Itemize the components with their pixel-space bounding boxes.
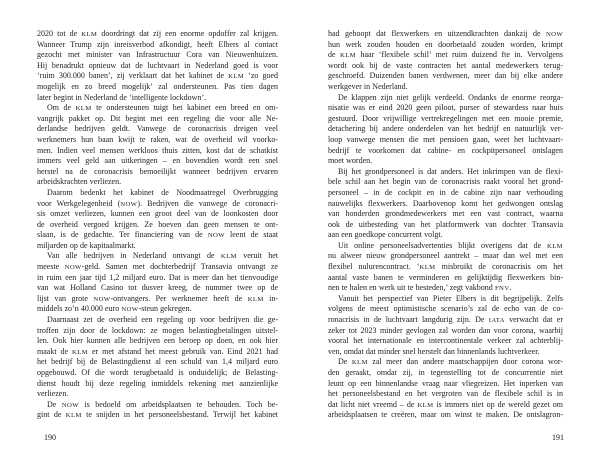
text-line: ook de uitbesteding van het platformwerk van dochter Transavia (328, 219, 563, 229)
text-line: flexibel nulurencontract. ‘KLM misbruikt de coronacrisis om het (328, 262, 563, 272)
smallcaps-acronym: KLM (417, 401, 434, 409)
text-line: de overheid vergoed krijgen. Ze hoeven dan geen mensen te ont- (37, 219, 278, 229)
text-line: Om de KLM te ondersteunen tuigt het kabinet een breed en om- (47, 103, 278, 113)
smallcaps-acronym: KLM (81, 31, 98, 38)
text-line: vangrijk pakket op. Dit begint met een regeling die voor alle Ne- (37, 113, 278, 123)
smallcaps-acronym: KLM (75, 105, 92, 113)
smallcaps-acronym: NOW (61, 401, 79, 409)
text-line: het personeelsbestand en het vergroten van de flexibele schil is in (328, 389, 563, 399)
text-line: opgebouwd. Of die wordt terugbetaald is onduidelijk; de Belasting- (37, 368, 278, 377)
paragraph (37, 29, 278, 103)
text-line: maakt de KLM er met afstand het meest gebruik van. Eind 2021 had (37, 346, 278, 356)
paragraph (328, 294, 563, 358)
text-line: voor Werkgelegenheid (NOW). Bedrijven die vanwege de coronacri- (37, 198, 278, 208)
smallcaps-acronym: NOW (120, 200, 138, 208)
smallcaps-acronym: NOW (121, 306, 139, 314)
text-line: immers veel geld aan uitkeringen – en bovendien wordt een snel (37, 156, 278, 166)
smallcaps-acronym: KLM (547, 242, 563, 250)
text-line: den geraakt, omdat zij, in tegenstelling tot de concurrentie niet (328, 368, 563, 377)
text-line: De KLM zal meer dan andere maatschappijen door corona wor- (338, 357, 563, 367)
text-line: nu alweer nieuw grondpersoneel aantrekt – maar dan wel met een (328, 251, 563, 261)
paragraph (37, 315, 278, 400)
page-text-block-left (37, 29, 278, 421)
text-line: verliezen. (37, 389, 69, 399)
paragraph (37, 188, 278, 252)
text-line: werkgever in Nederland. (328, 81, 408, 91)
smallcaps-acronym: KLM (65, 412, 82, 420)
smallcaps-acronym: NOW (207, 232, 225, 240)
text-line: in ruim een jaar tijd 1,2 miljard euro. Dat is meer dan het tienvoudige (37, 272, 278, 282)
smallcaps-acronym: KLM (220, 253, 237, 261)
page-text-block-right (328, 29, 563, 421)
text-line: arbeidskrachten verliezen. (37, 177, 122, 187)
text-line: herstel na de coronacrisis bemoeilijkt wanneer bedrijven ervaren (37, 166, 278, 176)
smallcaps-acronym: KLM (228, 73, 245, 81)
text-line: van honderden grondmedewerkers met een vast contract, waarna (328, 209, 563, 219)
text-line: aantal vaste banen te verminderen en gelijktijdig flexwerkers bin- (328, 272, 563, 282)
smallcaps-acronym: KLM (340, 52, 356, 60)
text-line: 2020 tot de KLM doordringt dat zij een enorme opdoffer zal krijgen. (37, 29, 278, 38)
page-number-left: 190 (44, 433, 56, 442)
text-line: Uit online personeelsadvertenties blijkt overigens dat de KLM (338, 240, 563, 250)
text-line: De NOW is bedoeld om arbeidsplaatsen te behouden. Toch be- (47, 399, 278, 409)
text-line: Daarnaast zet de overheid een regeling op voor bedrijven die ge- (47, 315, 278, 325)
paragraph (37, 251, 278, 315)
smallcaps-acronym: KLM (72, 348, 88, 356)
text-line: ven, omdat dat minder snel herstelt dan binnenlands luchtverkeer. (328, 346, 540, 356)
text-line: ‘ruim 300.000 banen’, zij verklaart dat het kabinet de KLM ‘zo goed (37, 71, 278, 81)
text-line: derlandse bedrijven geldt. Vanwege de coronacrisis dreigen veel (37, 124, 278, 134)
smallcaps-acronym: IATA (488, 317, 505, 325)
text-line: detachering bij andere onderdelen van het bedrijf en natuurlijk ver- (328, 124, 563, 134)
text-line: meeste NOW-geld. Samen met dochterbedrijf Transavia ontvangt ze (37, 262, 278, 272)
text-line: bedrijf te voorkomen dat cabine- en cockpitpersoneel ontslagen (328, 145, 563, 155)
smallcaps-acronym: NOW (93, 295, 111, 303)
text-line: middels zo’n 40.000 euro NOW-steun gekregen. (37, 304, 192, 314)
text-line: gint de KLM te snijden in het personeelsbestand. Terwijl het kabinet (37, 410, 278, 420)
smallcaps-acronym: KLM (351, 359, 368, 367)
text-line: van wat Holland Casino tot dusver kreeg, de nummer twee op de (37, 283, 278, 293)
smallcaps-acronym: FNV (494, 285, 510, 293)
paragraph (37, 400, 278, 421)
text-line: aan een goedkope concurrent volgt. (328, 230, 443, 240)
text-line: sis omzet verliezen, kunnen een groot deel van de loonkosten door (37, 209, 278, 219)
text-line: het bedrijf bij de Belastingdienst al een schuld van 1,4 miljard euro (37, 357, 278, 367)
text-line: De klappen zijn niet gelijk verdeeld. Ondanks de enorme reorga- (338, 92, 563, 102)
smallcaps-acronym: NOW (545, 31, 563, 38)
text-line: de KLM haar ‘flexibele schil’ met ruim duizend fte in. Vervolgens (328, 50, 563, 60)
text-line: personeel – in de cockpit en in de cabine zijn naar verhouding (328, 187, 563, 197)
paragraph (328, 357, 563, 421)
text-line: dat licht niet vreemd – de KLM is immers niet op de wereld gezet om (328, 399, 563, 409)
paragraph (328, 29, 563, 93)
text-line: wordt ook bij de vaste contracten het aantal medewerkers terug- (328, 60, 563, 70)
text-line: mogelijk en zo breed mogelijk’ zal ondersteunen. Pas tien dagen (37, 81, 278, 91)
paragraph (328, 167, 563, 241)
text-line: nen te halen en werk uit te besteden,’ zegt vakbond FNV. (328, 283, 512, 293)
text-line: leunt op een binnenlandse vraag naar vliegreizen. Het inperken van (328, 378, 563, 388)
text-line: vooral het internationale en intercontinentale verkeer zal achterblij- (328, 336, 563, 346)
paragraph (328, 93, 563, 167)
text-line: Van alle bedrijven in Nederland ontvangt de KLM veruit het (47, 251, 278, 261)
text-line: gestuurd. Door vrijwillige vertrekregelingen met een mooie premie, (328, 113, 563, 123)
smallcaps-acronym: NOW (64, 264, 82, 272)
text-line: bele schil aan het begin van de coronacrisis raakt vooral het grond- (328, 177, 563, 187)
text-line: nauwelijks flexwerkers. Daarbovenop komt het gedwongen ontslag (328, 198, 563, 208)
text-line: slaan, is de gedachte. Ter financiering van de NOW leent de staat (37, 230, 278, 240)
text-line: len. Ook hier kunnen alle bedrijven een beroep op doen, en ook hier (37, 336, 278, 346)
text-line: men. Indien veel mensen werkloos thuis zitten, kost dat de schatkist (37, 145, 278, 155)
paragraph (328, 241, 563, 294)
text-line: Vanuit het perspectief van Pieter Elbers is dit begrijpelijk. Zelfs (338, 293, 563, 303)
text-line: Daarom bedenkt het kabinet de Noodmaatregel Overbrugging (47, 187, 278, 197)
text-line: had gehoopt dat flexwerkers en uitzendkrachten dankzij de NOW (328, 29, 563, 38)
text-line: loop vanwege mensen die met pensioen gaan, weet het luchtvaart- (328, 134, 563, 144)
text-line: zeker tot 2023 minder gevlogen zal worden dan voor corona, waarbij (328, 325, 563, 335)
smallcaps-acronym: KLM (247, 295, 264, 303)
page-number-right: 191 (552, 433, 564, 442)
text-line: nisatie was er eind 2020 geen piloot, purser of stewardess naar huis (328, 103, 563, 113)
paragraph (37, 103, 278, 188)
text-line: Hij benadrukt opnieuw dat de luchtvaart in Nederland goed is voor (37, 60, 278, 70)
text-line: troffen zijn door de lockdown: ze mogen belastingbetalingen uitstel- (37, 325, 278, 335)
text-line: miljarden op de kapitaalmarkt. (37, 240, 136, 250)
text-line: moet worden. (328, 156, 373, 166)
text-line: Wanneer Trump zijn inreisverbod afkondigt, heeft Elbers al contact (37, 39, 278, 49)
text-line: Bij het grondpersoneel is dat anders. Het inkrimpen van de flexi- (338, 166, 563, 176)
text-line: lijst van grote NOW-ontvangers. Per werknemer heeft de KLM in- (37, 293, 278, 303)
text-line: geschroefd. Duizenden banen verdwenen, meer dan bij elke andere (328, 71, 563, 81)
text-line: gezocht met minister van Infrastructuur Cora van Nieuwenhuizen. (37, 50, 278, 60)
text-line: volgens de meest optimistische scenario’s zal de echo van de co- (328, 304, 563, 314)
smallcaps-acronym: KLM (419, 264, 436, 272)
text-line: later begint in Nederland de ‘intelligente lockdown’. (37, 92, 207, 102)
text-line: dienst houdt bij deze regeling inmiddels rekening met aanzienlijke (37, 378, 278, 388)
text-line: werknemers hun baan kwijt te raken, wat de overheid wil voorko- (37, 134, 278, 144)
text-line: arbeidsplaatsen te creëren, maar om winst te maken. De ontslagron- (328, 410, 563, 420)
text-line: ronacrisis in de luchtvaart langdurig zijn. De IATA verwacht dat er (328, 315, 563, 325)
text-line: hun werk zouden houden en doorbetaald zouden worden, krimpt (328, 39, 563, 49)
